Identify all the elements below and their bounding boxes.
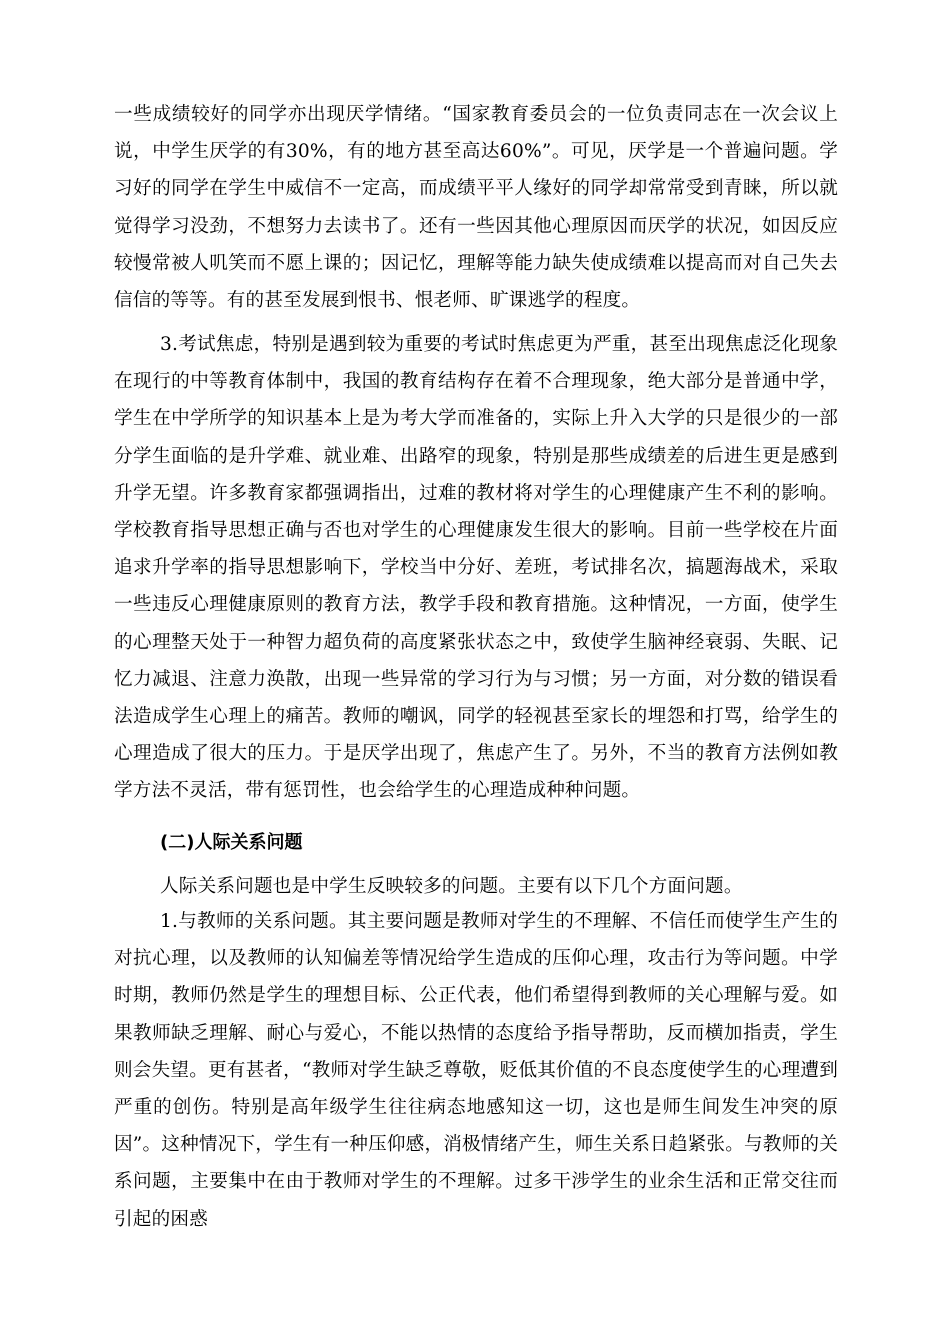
paragraph-interpersonal-intro: 人际关系问题也是中学生反映较多的问题。主要有以下几个方面问题。 bbox=[160, 876, 743, 897]
section-heading-interpersonal: (二)人际关系问题 bbox=[160, 832, 303, 853]
paragraph-teacher-relations: 1.与教师的关系问题。其主要问题是教师对学生的不理解、不信任而使学生产生的对抗心理，以及教师的认知偏差等情况给学生造成的压仰心理，攻击行为等问题。中学时期，教师仍然是学生的理想目标、公正代表，他们希望得到教师的关心理解与爱。如果教师缺乏理解、耐心与爱心，不能以热情的态度给予指导帮助，反而横加指责，学生则会失望。更有甚者，“教师对学生缺乏尊敬，贬低其价值的不良态度使学生的心理遭到严重的创伤。特别是高年级学生往往病态地感知这一切，这也是师生间发生冲突的原因”。这种情况下，学生有一种压仰感，消极情绪产生，师生关系日趋紧张。与教师的关系问题，主要集中在由于教师对学生的不理解。过多干涉学生的业余生活和正常交往而引起的困惑 bbox=[114, 911, 838, 1230]
paragraph-exam-anxiety: 3.考试焦虑，特别是遇到较为重要的考试时焦虑更为严重，甚至出现焦虑泛化现象在现行的中等教育体制中，我国的教育结构存在着不合理现象，绝大部分是普通中学，学生在中学所学的知识基本上是为考大学而准备的，实际上升入大学的只是很少的一部分学生面临的是升学难、就业难、出路窄的现象，特别是那些成绩差的后进生更是感到升学无望。许多教育家都强调指出，过难的教材将对学生的心理健康产生不利的影响。学校教育指导思想正确与否也对学生的心理健康发生很大的影响。目前一些学校在片面追求升学率的指导思想影响下，学校当中分好、差班，考试排名次，搞题海战术，采取一些违反心理健康原则的教育方法，教学手段和教育措施。这种情况，一方面，使学生的心理整天处于一种智力超负荷的高度紧张状态之中，致使学生脑神经衰弱、失眠、记忆力减退、注意力涣散，出现一些异常的学习行为与习惯；另一方面，对分数的错误看法造成学生心理上的痛苦。教师的嘲讽，同学的轻视甚至家长的埋怨和打骂，给学生的心理造成了很大的压力。于是厌学出现了，焦虑产生了。另外，不当的教育方法例如教学方法不灵活，带有惩罚性，也会给学生的心理造成种种问题。 bbox=[114, 334, 838, 802]
paragraph-school-weariness: 一些成绩较好的同学亦出现厌学情绪。“国家教育委员会的一位负责同志在一次会议上说，中学生厌学的有30%，有的地方甚至高达60%”。可见，厌学是一个普遍问题。学习好的同学在学生中威信不一定高，而成绩平平人缘好的同学却常常受到青睐，所以就觉得学习没劲，不想努力去读书了。还有一些因其他心理原因而厌学的状况，如因反应较慢常被人叽笑而不愿上课的；因记忆，理解等能力缺失使成绩难以提高而对自己失去信信的等等。有的甚至发展到恨书、恨老师、旷课逃学的程度。 bbox=[114, 104, 838, 312]
